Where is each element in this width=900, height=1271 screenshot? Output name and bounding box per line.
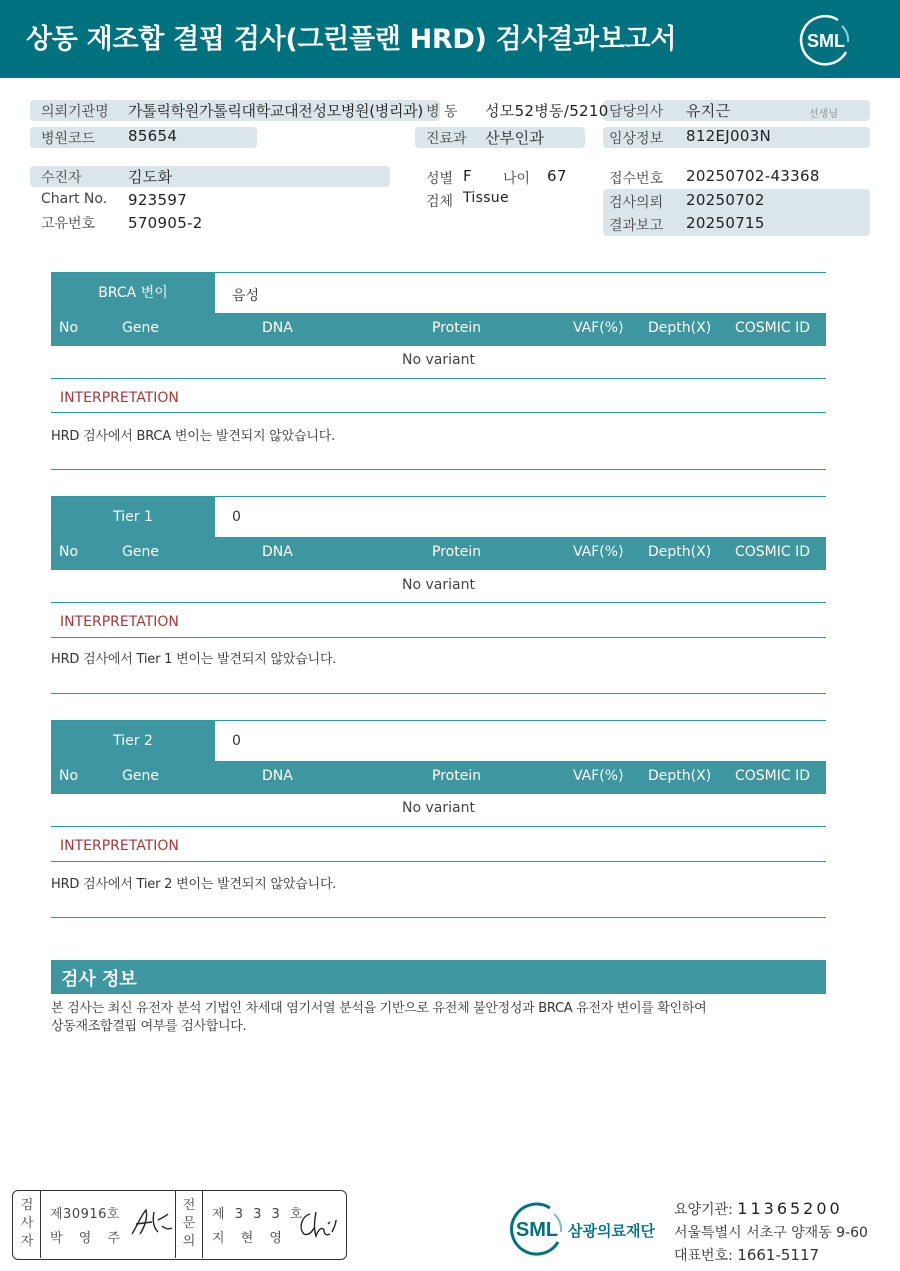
sex-label: 성별 [426, 171, 454, 187]
examiner-vertical-label: 검 사 자 [20, 1198, 34, 1249]
tier1-interpretation-text: HRD 검사에서 Tier 1 변이는 발견되지 않았습니다. [51, 652, 337, 667]
tier2-value: 0 [232, 733, 241, 749]
id-label: 고유번호 [41, 216, 96, 232]
institution-number-row [674, 1199, 843, 1219]
report-date-label: 결과보고 [609, 218, 664, 234]
hospital-code-value: 85654 [128, 127, 178, 145]
col-vaf: VAF(%) [573, 544, 624, 560]
tier2-end-line [51, 917, 826, 918]
tier2-interpretation-text: HRD 검사에서 Tier 2 변이는 발견되지 않았습니다. [51, 877, 337, 892]
patient-label: 수진자 [41, 170, 82, 186]
tier1-value: 0 [232, 509, 241, 525]
tier2-label: Tier 2 [51, 721, 215, 761]
dept-value: 산부인과 [485, 129, 545, 147]
col-no: No [59, 544, 79, 560]
brca-interpretation-label: INTERPRETATION [60, 390, 179, 406]
doctor-label: 담당의사 [609, 104, 664, 120]
org-logo-icon [508, 1200, 566, 1258]
ward-label: 병 동 [426, 104, 458, 120]
patient-bar [30, 166, 390, 187]
col-gene: Gene [122, 768, 159, 784]
chart-value: 923597 [128, 191, 188, 209]
col-no: No [59, 768, 79, 784]
tier1-end-line [51, 693, 826, 694]
inst-colon: : [728, 1202, 738, 1218]
signature-separator [202, 1190, 203, 1258]
inst-label: 요양기관 [674, 1202, 729, 1218]
receipt-label: 접수번호 [609, 171, 664, 187]
tier2-table-bottom-line [51, 826, 826, 827]
col-dna: DNA [262, 768, 293, 784]
tier1-no-variant: No variant [402, 577, 475, 593]
institution-value: 가톨릭학원가톨릭대학교대전성모병원(병리과) [128, 102, 423, 120]
col-gene: Gene [122, 320, 159, 336]
institution-label: 의뢰기관명 [41, 104, 109, 120]
col-depth: Depth(X) [648, 320, 712, 336]
test-info-heading: 검사 정보 [61, 969, 137, 990]
doctor-value: 유지근 [686, 102, 731, 120]
specialist-number: 제 3 3 3 호 [212, 1207, 306, 1222]
col-vaf: VAF(%) [573, 320, 624, 336]
org-name: 삼광의료재단 [568, 1222, 655, 1240]
brca-no-variant: No variant [402, 352, 475, 368]
signature-separator [40, 1190, 41, 1258]
col-cosmic: COSMIC ID [735, 320, 811, 336]
col-protein: Protein [432, 320, 482, 336]
tier2-interp-line [51, 861, 826, 862]
doctor-suffix: 선생님 [809, 109, 838, 120]
dept-label: 진료과 [426, 131, 467, 147]
col-vaf: VAF(%) [573, 768, 624, 784]
col-depth: Depth(X) [648, 768, 712, 784]
phone-number: 1661-5117 [737, 1246, 820, 1264]
org-address: 서울특별시 서초구 양재동 9-60 [674, 1225, 868, 1241]
tier2-interpretation-label: INTERPRETATION [60, 838, 179, 854]
test-info-line-2: 상동재조합결핍 여부를 검사합니다. [51, 1019, 247, 1034]
sex-value: F [463, 167, 472, 185]
age-value: 67 [547, 167, 567, 185]
brca-table-bottom-line [51, 378, 826, 379]
col-protein: Protein [432, 768, 482, 784]
org-logo-text: SML [515, 1219, 559, 1241]
col-protein: Protein [432, 544, 482, 560]
col-depth: Depth(X) [648, 544, 712, 560]
brca-interpretation-text: HRD 검사에서 BRCA 변이는 발견되지 않았습니다. [51, 429, 336, 444]
test-info-line-1: 본 검사는 최신 유전자 분석 기법인 차세대 염기서열 분석을 기반으로 유전체 불안정성과 BRCA 유전자 변이를 확인하여 [51, 1001, 707, 1016]
brca-interp-line [51, 412, 826, 413]
tier1-label: Tier 1 [51, 497, 215, 537]
col-cosmic: COSMIC ID [735, 768, 811, 784]
brca-label: BRCA 변이 [51, 273, 215, 313]
signature-separator [175, 1190, 176, 1258]
report-title: 상동 재조합 결핍 검사(그린플랜 HRD) 검사결과보고서 [26, 24, 677, 55]
specialist-signature-icon [294, 1206, 338, 1240]
specimen-value: Tissue [463, 190, 509, 206]
brca-end-line [51, 469, 826, 470]
examiner-signature-icon [128, 1204, 174, 1240]
test-info-header [51, 960, 826, 994]
id-value: 570905-2 [128, 214, 203, 232]
clinical-label: 임상정보 [609, 131, 664, 147]
inst-number: 11365200 [737, 1199, 843, 1218]
tier1-interpretation-label: INTERPRETATION [60, 614, 179, 630]
specialist-name: 지 현 영 [212, 1231, 288, 1246]
phone-colon: : [728, 1248, 738, 1264]
patient-value: 김도화 [128, 168, 173, 186]
tier1-table-bottom-line [51, 602, 826, 603]
phone-label: 대표번호 [674, 1248, 729, 1264]
brca-value: 음성 [232, 288, 260, 304]
col-gene: Gene [122, 544, 159, 560]
request-label: 검사의뢰 [609, 195, 664, 211]
col-no: No [59, 320, 79, 336]
examiner-name: 박 영 주 [50, 1231, 126, 1246]
col-dna: DNA [262, 320, 293, 336]
sml-logo-text: SML [807, 31, 845, 51]
report-date-value: 20250715 [686, 214, 765, 232]
test-info-body [51, 1000, 706, 1036]
tier1-interp-line [51, 637, 826, 638]
request-value: 20250702 [686, 191, 765, 209]
ward-value: 성모52병동/5210 [485, 102, 609, 120]
clinical-value: 812EJ003N [686, 127, 772, 145]
chart-label: Chart No. [41, 191, 108, 207]
age-label: 나이 [503, 171, 531, 187]
specimen-label: 검체 [426, 194, 454, 210]
sml-logo-icon [798, 12, 854, 68]
examiner-number: 제30916호 [50, 1207, 120, 1222]
phone-row [674, 1245, 819, 1265]
specialist-vertical-label: 전 문 의 [182, 1198, 196, 1249]
col-dna: DNA [262, 544, 293, 560]
tier2-no-variant: No variant [402, 800, 475, 816]
col-cosmic: COSMIC ID [735, 544, 811, 560]
hospital-code-label: 병원코드 [41, 131, 96, 147]
receipt-value: 20250702-43368 [686, 167, 820, 185]
